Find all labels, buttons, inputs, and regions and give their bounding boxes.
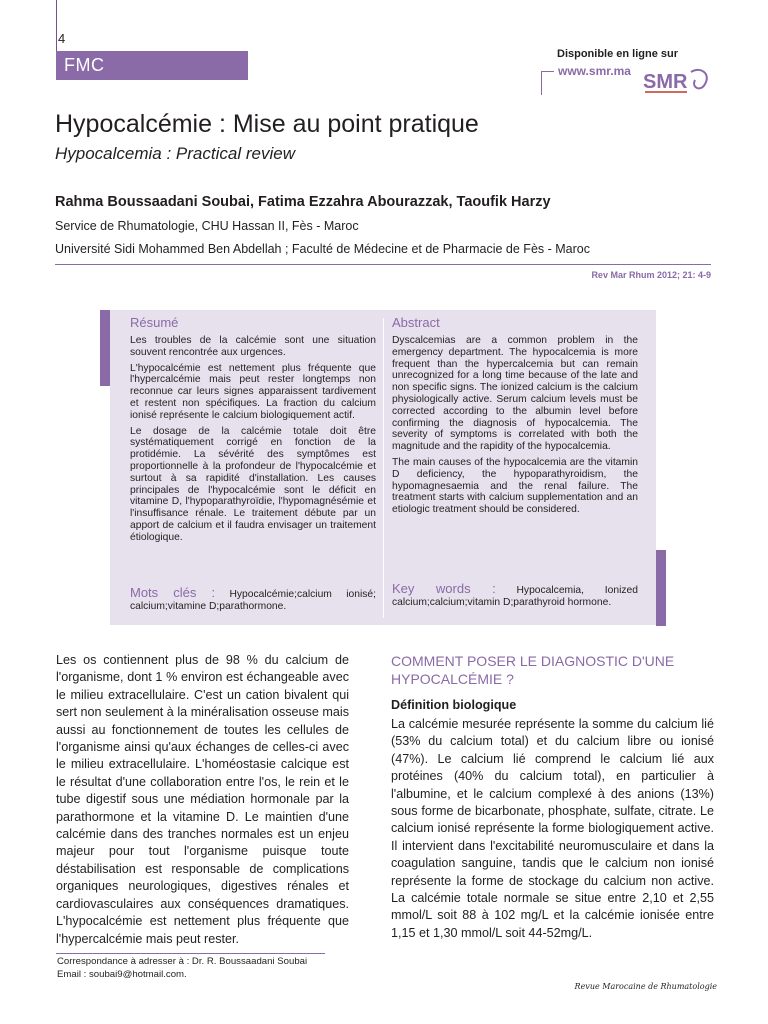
intro-paragraph: Les os contiennent plus de 98 % du calcium de l'organisme, dont 1 % environ est échangeable avec le milieu extracellulaire. C'est un cation bivalent qui sert non seulement à la minéralisation osseuse mais aussi au fonctionnement de toutes les cellules de l'organisme ainsi qu'aux échanges de celles-ci avec le milieu extracellulaire. L'homéostasie calcique est le résultat d'une collaboration entre l'os, le rein et le tube digestif sous une médiation hormonale par la parathormone et la vitamine D. Le maintien d'une calcémie dans des tranches normales est un enjeu majeur pour tout l'organisme puisque toute déstabilisation est responsable de complications organiques neurologiques, digestives rénales et cardiovasculaires aux conséquences dramatiques. L'hypocalcémie est nettement plus fréquente que l'hypercalcémie mais peut rester.: [56, 653, 349, 946]
abstract-heading: Abstract: [392, 315, 440, 330]
abstract-paragraph: The main causes of the hypocalcemia are the vitamin D deficiency, the hypoparathyroidism, the hypomagnesaemia and the renal failure. The treatment starts with calcium supplementation and an etiologic treatment should be considered.: [392, 456, 638, 516]
resume-heading: Résumé: [130, 315, 179, 330]
correspondence-email: Email : soubai9@hotmail.com.: [57, 969, 187, 980]
journal-name-footer: Revue Marocaine de Rhumatologie: [574, 982, 717, 991]
resume-paragraph: Les troubles de la calcémie sont une situation souvent rencontrée aux urgences.: [130, 335, 376, 358]
journal-reference: Rev Mar Rhum 2012; 21: 4-9: [591, 270, 711, 280]
correspondence-note: Correspondance à adresser à : Dr. R. Boussaadani Soubai: [57, 956, 308, 967]
journal-url-link[interactable]: www.smr.ma: [558, 64, 631, 78]
article-title: Hypocalcémie : Mise au point pratique: [55, 110, 479, 138]
abstract-box-accent-right: [656, 550, 666, 626]
resume-text: [130, 335, 376, 548]
header-vertical-rule: [56, 0, 57, 52]
definition-subheading: Définition biologique: [391, 698, 517, 712]
affiliation-university: Université Sidi Mohammed Ben Abdellah ; Faculté de Médecine et de Pharmacie de Fès - Maroc: [55, 242, 590, 256]
abstract-box-accent-left: [100, 310, 110, 386]
affiliation-department: Service de Rhumatologie, CHU Hassan II, Fès - Maroc: [55, 219, 359, 233]
article-subtitle: Hypocalcemia : Practical review: [55, 144, 295, 163]
resume-keywords: [130, 587, 376, 613]
abstract-column-divider: [383, 318, 384, 618]
page-number: 4: [58, 31, 66, 46]
intro-column: [56, 652, 349, 948]
abstract-keywords-label: Key words :: [392, 581, 496, 596]
definition-paragraph: La calcémie mesurée représente la somme du calcium lié (53% du calcium total) et du calcium libre ou ionisé (47%). Le calcium lié comprend le calcium lié aux protéines (40% du calcium total), en particulier à l'albumine, et le calcium complexé à des anions (13%) sous forme de bicarbonate, phosphate, sulfate, citrate. Le calcium ionisé représente la forme biologiquement active. Il intervient dans l'excitabilité neuromusculaire et dans la coagulation sanguine, tandis que le calcium non ionisé représente la forme de stockage du calcium non active. La calcémie totale normale se situe entre 2,10 et 2,55 mmol/L soit 88 à 102 mg/L et la calcémie ionisée entre 1,15 et 1,30 mmol/L soit 44-52mg/L.: [391, 717, 714, 940]
abstract-keywords: [392, 583, 638, 609]
author-list: Rahma Boussaadani Soubai, Fatima Ezzahra Abourazzak, Taoufik Harzy: [55, 194, 551, 210]
smr-logo-text: SMR: [643, 71, 688, 93]
abstract-text: [392, 335, 638, 520]
resume-keywords-value: Hypocalcémie;calcium ionisé; calcium;vitamine D;parathormone.: [130, 589, 376, 612]
logo-rule-vertical: [541, 71, 542, 95]
footnote-divider: [56, 953, 325, 954]
header-divider: [55, 264, 711, 265]
section-label: FMC: [56, 51, 248, 80]
smr-logo-icon: [641, 66, 711, 98]
definition-column: [391, 716, 714, 942]
logo-rule: [542, 71, 554, 72]
abstract-keywords-value: Hypocalcemia, Ionized calcium;calcium;vitamin D;parathyroid hormone.: [392, 585, 638, 608]
abstract-paragraph: Dyscalcemias are a common problem in the emergency department. The hypocalcemia is more frequent than the hypercalcemia but can remain unrecognized for a long time because of the late and non specific signs. The ionized calcium is the calcium physiologically active. Serum calcium levels must be corrected according to the albumin level before confirming the diagnosis of hypocalcemia. The severity of symptoms is correlated with both the magnitude and the rapidity of the hypocalcemia.: [392, 335, 638, 453]
online-availability-label: Disponible en ligne sur: [557, 48, 679, 60]
diagnosis-section-heading: COMMENT POSER LE DIAGNOSTIC D'UNE HYPOCALCÉMIE ?: [391, 653, 675, 687]
resume-paragraph: L'hypocalcémie est nettement plus fréquente que l'hypercalcémie mais peut rester longtemps non reconnue car leurs signes apparaissent tardivement et restent non spécifiques. La fraction du calcium ionisé représente le calcium biologiquement actif.: [130, 362, 376, 421]
resume-keywords-label: Mots clés :: [130, 585, 216, 600]
resume-paragraph: Le dosage de la calcémie totale doit être systématiquement corrigé en fonction de la protidémie. La sévérité des symptômes est proportionnelle à la profondeur de l'hypocalcémie et surtout à sa rapidité d'installation. Les causes principales de l'hypocalcémie sont le déficit en vitamine D, l'hypoparathyroïdie, l'hypomagnésémie et l'insuffisance rénale. Le traitement débute par un apport de calcium et il faudra envisager un traitement étiologique.: [130, 425, 376, 543]
